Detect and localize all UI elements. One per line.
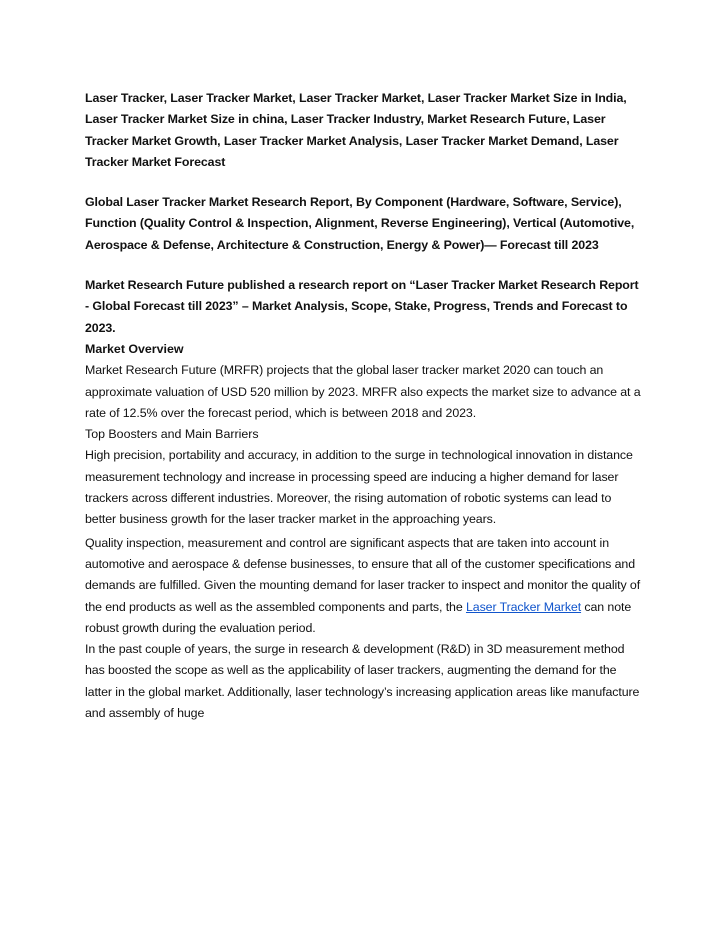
market-overview-heading: Market Overview	[85, 341, 184, 356]
boosters-paragraph-3: In the past couple of years, the surge in research & development (R&D) in 3D measurement method has boosted the scope as well as the applicability of laser trackers, augmenting the demand for the latter in the global market. Additionally, laser technology’s increasing application areas like manufacture and assembly of huge	[85, 642, 640, 721]
laser-tracker-market-link[interactable]: Laser Tracker Market	[465, 599, 582, 614]
document-body	[85, 88, 645, 724]
boosters-paragraph-2-end: can note robust growth during the evaluation period.	[85, 599, 632, 635]
boosters-paragraph-1: High precision, portability and accuracy, in addition to the surge in technological innovation in distance measurement technology and increase in processing speed are inducing a higher demand for laser trackers across different industries. Moreover, the rising automation of robotic systems can lead to better business growth for the laser tracker market in the approaching years.	[85, 448, 633, 527]
keywords-paragraph: Laser Tracker, Laser Tracker Market, Laser Tracker Market, Laser Tracker Market Size in India, Laser Tracker Market Size in china, Laser Tracker Industry, Market Research Future, Laser Tracker Market Growth, Laser Tracker Market Analysis, Laser Tracker Market Demand, Laser Tracker Market Forecast	[85, 91, 627, 169]
boosters-paragraph-2	[85, 533, 645, 639]
boosters-paragraph-2-start: Quality inspection, measurement and control are significant aspects that are taken into account in automotive and aerospace & defense businesses, to ensure that all of the customer specifications and demands are fulfilled. Given the mounting demand for laser tracker to inspect and monitor the quality of the end products as well as the assembled components and parts, the	[85, 535, 641, 614]
report-title: Global Laser Tracker Market Research Report, By Component (Hardware, Software, Service), Function (Quality Control & Inspection, Alignment, Reverse Engineering), Vertical (Automotive, Aerospace & Defense, Architecture & Construction, Energy & Power)— Forecast till 2023	[85, 195, 635, 252]
boosters-heading: Top Boosters and Main Barriers	[85, 427, 259, 442]
market-overview-text: Market Research Future (MRFR) projects that the global laser tracker market 2020 can touch an approximate valuation of USD 520 million by 2023. MRFR also expects the market size to advance at a rate of 12.5% over the forecast period, which is between 2018 and 2023.	[85, 363, 641, 420]
intro-paragraph: Market Research Future published a research report on “Laser Tracker Market Research Report - Global Forecast till 2023” – Market Analysis, Scope, Stake, Progress, Trends and Forecast to 2023.	[85, 278, 639, 335]
